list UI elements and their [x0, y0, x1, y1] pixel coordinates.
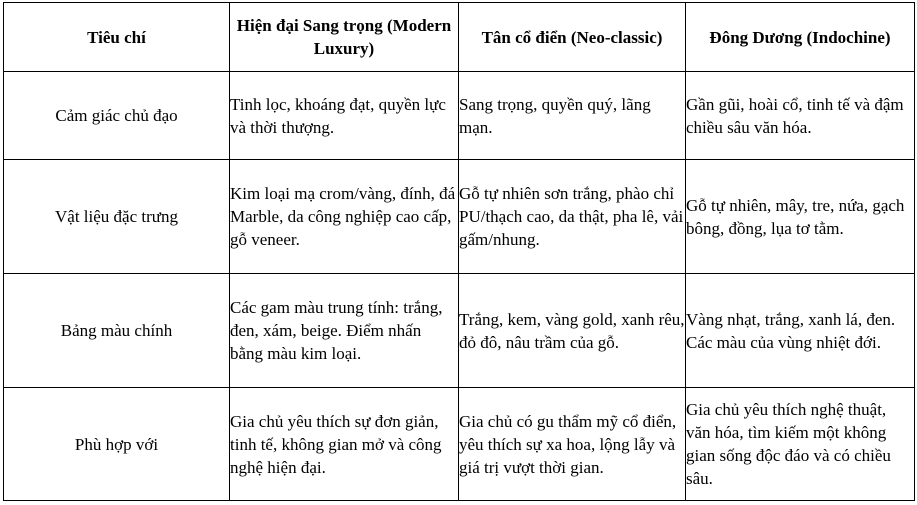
table-row: [4, 160, 915, 274]
row-criterion: Bảng màu chính: [4, 274, 230, 388]
cell-modern-luxury: Tinh lọc, khoáng đạt, quyền lực và thời thượng.: [230, 72, 459, 160]
cell-indochine: Vàng nhạt, trắng, xanh lá, đen. Các màu của vùng nhiệt đới.: [686, 274, 915, 388]
table-header-row: [4, 3, 915, 72]
cell-indochine: Gia chủ yêu thích nghệ thuật, văn hóa, tìm kiếm một không gian sống độc đáo và có chiều sâu.: [686, 388, 915, 501]
table-row: [4, 274, 915, 388]
header-neo-classic: Tân cổ điển (Neo-classic): [459, 3, 686, 72]
cell-neo-classic: Sang trọng, quyền quý, lãng mạn.: [459, 72, 686, 160]
cell-neo-classic: Trắng, kem, vàng gold, xanh rêu, đỏ đô, nâu trầm của gỗ.: [459, 274, 686, 388]
row-criterion: Vật liệu đặc trưng: [4, 160, 230, 274]
table-row: [4, 388, 915, 501]
cell-modern-luxury: Các gam màu trung tính: trắng, đen, xám, beige. Điểm nhấn bằng màu kim loại.: [230, 274, 459, 388]
cell-modern-luxury: Gia chủ yêu thích sự đơn giản, tinh tế, không gian mở và công nghệ hiện đại.: [230, 388, 459, 501]
row-criterion: Cảm giác chủ đạo: [4, 72, 230, 160]
style-comparison-table: [3, 2, 915, 501]
header-criterion: Tiêu chí: [4, 3, 230, 72]
cell-neo-classic: Gỗ tự nhiên sơn trắng, phào chỉ PU/thạch cao, da thật, pha lê, vải gấm/nhung.: [459, 160, 686, 274]
table-row: [4, 72, 915, 160]
row-criterion: Phù hợp với: [4, 388, 230, 501]
header-indochine: Đông Dương (Indochine): [686, 3, 915, 72]
header-modern-luxury: Hiện đại Sang trọng (Modern Luxury): [230, 3, 459, 72]
cell-modern-luxury: Kim loại mạ crom/vàng, đính, đá Marble, da công nghiệp cao cấp, gỗ veneer.: [230, 160, 459, 274]
cell-indochine: Gỗ tự nhiên, mây, tre, nứa, gạch bông, đồng, lụa tơ tằm.: [686, 160, 915, 274]
cell-indochine: Gần gũi, hoài cổ, tinh tế và đậm chiều sâu văn hóa.: [686, 72, 915, 160]
cell-neo-classic: Gia chủ có gu thẩm mỹ cổ điển, yêu thích sự xa hoa, lộng lẫy và giá trị vượt thời gian.: [459, 388, 686, 501]
